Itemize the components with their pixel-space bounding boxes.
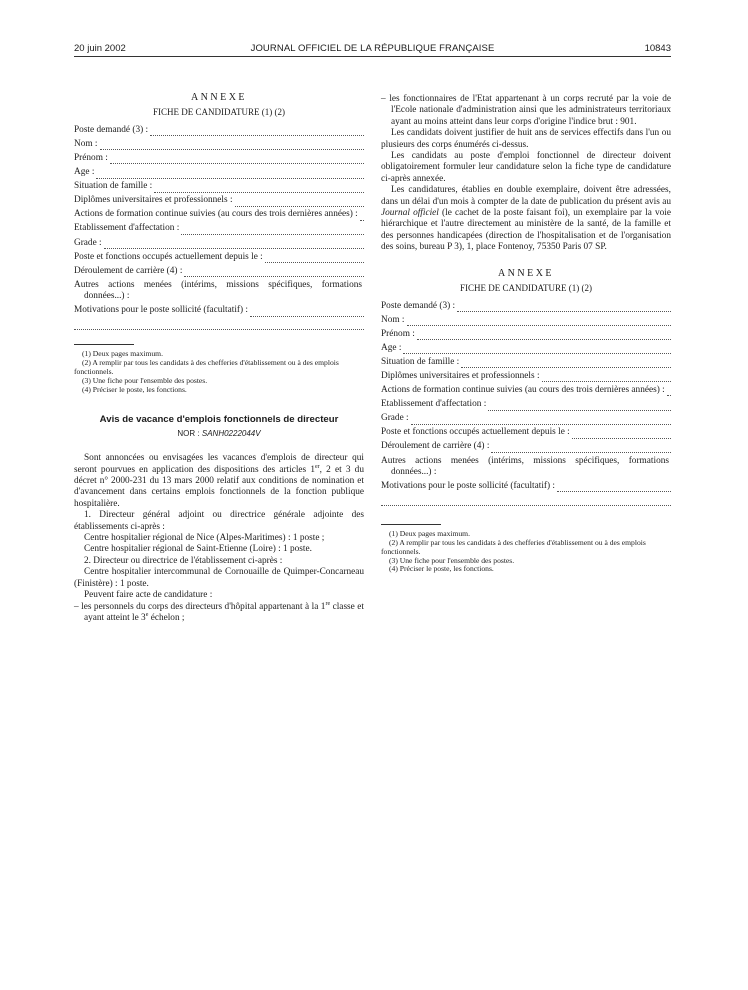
nor-reference: NOR : SANH0222044V <box>177 428 261 438</box>
field-motivations-right[interactable]: Motivations pour le poste sollicité (facultatif) : <box>381 481 671 492</box>
field-poste-actuel[interactable]: Poste et fonctions occupés actuellement depuis le : <box>74 252 364 263</box>
page-number: 10843 <box>644 43 671 54</box>
page-header <box>74 43 671 57</box>
avis-item-1b: Centre hospitalier régional de Saint-Etienne (Loire) : 1 poste. <box>84 544 312 555</box>
annexe-heading-right: ANNEXE <box>497 267 555 279</box>
avis-dash-1: – les personnels du corps des directeurs d'hôpital appartenant à la 1re classe et ayant atteint le 3e échelon ; <box>74 600 364 623</box>
field-age[interactable]: Age : <box>74 167 364 178</box>
field-carriere[interactable]: Déroulement de carrière (4) : <box>74 266 364 277</box>
left-column <box>74 92 364 624</box>
footnote-4: (4) Préciser le poste, les fonctions. <box>82 384 187 394</box>
avis-item-1a: Centre hospitalier régional de Nice (Alpes-Maritimes) : 1 poste ; <box>84 533 325 544</box>
field-poste-actuel-right[interactable]: Poste et fonctions occupés actuellement depuis le : <box>381 427 671 438</box>
candidature-form <box>74 125 364 331</box>
motivations-extra-line[interactable] <box>74 319 364 330</box>
footnote-1: (1) Deux pages maximum. <box>82 349 163 359</box>
avis-item-2a: Centre hospitalier intercommunal de Cornouaille de Quimper-Concarneau (Finistère) : 1 poste. <box>74 567 364 589</box>
avis-para-postuler: Les candidats au poste d'emploi fonctionnel de directeur doivent obligatoirement formuler leur candidature selon la fiche type de candidature ci-après annexée. <box>381 151 671 184</box>
field-prenom-right[interactable]: Prénom : <box>381 329 671 340</box>
field-autres-actions-right[interactable]: Autres actions menées (intérims, missions spécifiques, formations données...) : <box>381 455 669 477</box>
footnote-2: (2) A remplir par tous les candidats à des chefferies d'établissement ou à des emplois fonctionnels. <box>74 358 339 377</box>
footnote-rule <box>74 344 134 345</box>
avis-item-2: 2. Directeur ou directrice de l'établissement ci-après : <box>84 555 283 566</box>
fiche-title-right: FICHE DE CANDIDATURE (1) (2) <box>460 283 592 294</box>
annexe-heading: ANNEXE <box>190 92 248 103</box>
field-nom-right[interactable]: Nom : <box>381 315 671 326</box>
avis-item-1: 1. Directeur général adjoint ou directrice générale adjointe des établissements ci-après : <box>74 510 364 532</box>
field-situation-right[interactable]: Situation de famille : <box>381 357 671 368</box>
publication-date: 20 juin 2002 <box>74 43 126 54</box>
field-grade-right[interactable]: Grade : <box>381 413 671 424</box>
field-carriere-right[interactable]: Déroulement de carrière (4) : <box>381 441 671 452</box>
footnote-2-right: (2) A remplir par tous les candidats à des chefferies d'établissement ou à des emplois fonctionnels. <box>381 537 646 556</box>
field-etablissement[interactable]: Etablissement d'affectation : <box>74 223 364 234</box>
footnote-4-right: (4) Préciser le poste, les fonctions. <box>389 564 494 574</box>
fiche-title: FICHE DE CANDIDATURE (1) (2) <box>153 107 285 118</box>
header-rule <box>74 56 671 57</box>
field-autres-actions[interactable]: Autres actions menées (intérims, missions spécifiques, formations données...) : <box>74 279 362 302</box>
avis-intro: Sont annoncées ou envisagées les vacances d'emplois de directeur qui seront pourvues en application des dispositions des articles 1er, 2 et 3 du décret n° 2000-231 du 13 mars 2000 relatif aux conditions de nomination et d'avancement dans certains emplois fonctionnels de la fonction publique hospitalière. <box>74 453 364 509</box>
avis-title: Avis de vacance d'emplois fonctionnels de directeur <box>99 414 339 426</box>
footnote-3: (3) Une fiche pour l'ensemble des postes. <box>82 375 208 385</box>
footnote-1-right: (1) Deux pages maximum. <box>389 529 470 539</box>
journal-title: JOURNAL OFFICIEL DE LA RÉPUBLIQUE FRANÇAISE <box>250 43 495 54</box>
field-formation-right[interactable]: Actions de formation continue suivies (au cours des trois dernières années) : <box>381 385 671 396</box>
field-nom[interactable]: Nom : <box>74 139 364 150</box>
field-formation[interactable]: Actions de formation continue suivies (au cours des trois dernières années) : <box>74 209 364 220</box>
avis-para-justifier: Les candidats doivent justifier de huit ans de services effectifs dans l'un ou plusieurs des corps énumérés ci-dessus. <box>381 128 671 150</box>
avis-peuvent: Peuvent faire acte de candidature : <box>84 590 213 601</box>
candidature-form-right <box>381 301 671 507</box>
field-etablissement-right[interactable]: Etablissement d'affectation : <box>381 399 671 410</box>
field-poste[interactable]: Poste demandé (3) : <box>74 125 364 136</box>
motivations-extra-line-right[interactable] <box>381 495 671 506</box>
footnote-3-right: (3) Une fiche pour l'ensemble des postes. <box>389 555 515 565</box>
avis-para-candidatures: Les candidatures, établies en double exemplaire, doivent être adressées, dans un délai d'un mois à compter de la date de publication du présent avis au Journal officiel (le cachet de la poste faisant foi), un exemplaire par la voie hiérarchique et l'autre directement au ministère de la santé, de la famille et des personnes handicapées (direction de l'hospitalisation et de l'organisation des soins, bureau P 3), 1, place Fontenoy, 75350 Paris 07 SP. <box>381 185 672 253</box>
field-motivations[interactable]: Motivations pour le poste sollicité (facultatif) : <box>74 305 364 316</box>
avis-dash-2: – les fonctionnaires de l'Etat appartenant à un corps recruté par la voie de l'Ecole nationale d'administration ainsi que les administrateurs territoriaux ayant au moins atteint dans leur corps d'origine l'indice brut : 901. <box>381 94 671 127</box>
field-diplomes[interactable]: Diplômes universitaires et professionnels : <box>74 195 364 206</box>
field-poste-right[interactable]: Poste demandé (3) : <box>381 301 671 312</box>
field-grade[interactable]: Grade : <box>74 238 364 249</box>
field-prenom[interactable]: Prénom : <box>74 153 364 164</box>
field-situation[interactable]: Situation de famille : <box>74 181 364 192</box>
field-age-right[interactable]: Age : <box>381 343 671 354</box>
field-diplomes-right[interactable]: Diplômes universitaires et professionnels : <box>381 371 671 382</box>
right-column <box>381 94 671 574</box>
footnote-rule-right <box>381 524 441 525</box>
